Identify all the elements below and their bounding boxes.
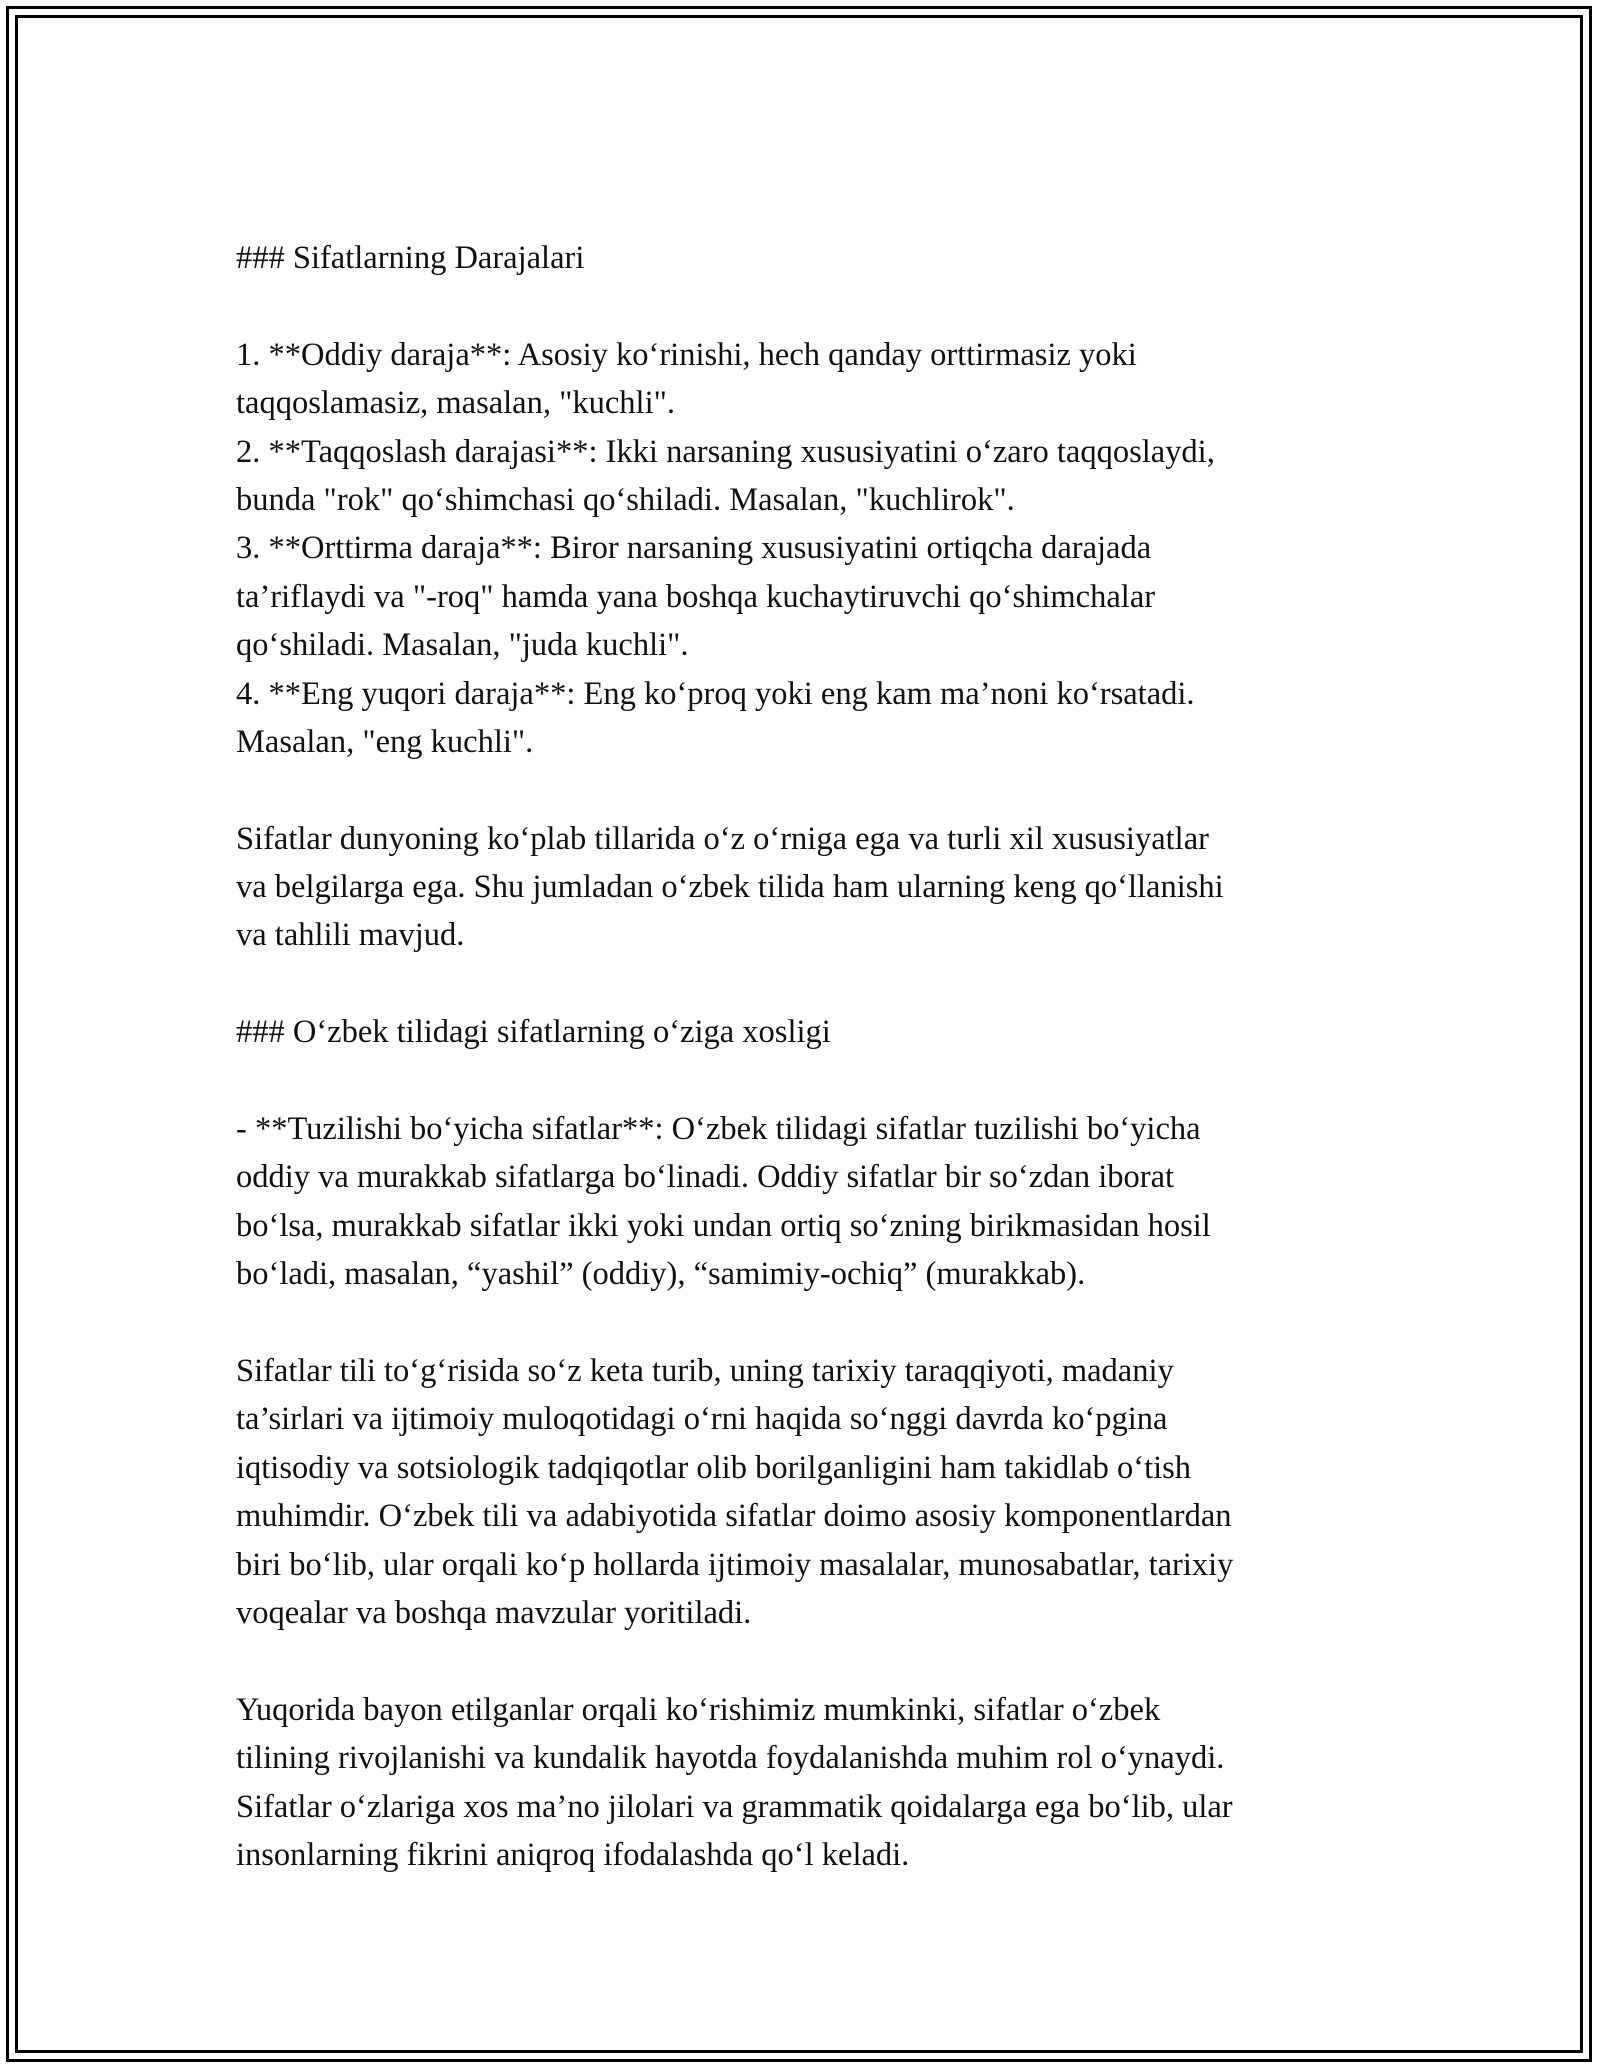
blank-line [236,766,1376,814]
degrees-list [236,331,1376,767]
paragraph-line: ta’sirlari va ijtimoiy muloqotidagi o‘rni haqida so‘nggi davrda ko‘pgina [236,1401,1168,1438]
paragraph [236,815,1376,960]
paragraph-line: tilining rivojlanishi va kundalik hayotda foydalanishda muhim rol o‘ynaydi. [236,1740,1225,1777]
paragraph-line: va belgilarga ega. Shu jumladan o‘zbek tilida ham ularning keng qo‘llanishi [236,869,1224,906]
list-line: qo‘shiladi. Masalan, "juda kuchli". [236,627,689,664]
paragraph [236,1686,1376,1880]
section-heading: ### Sifatlarning Darajalari [236,240,585,276]
blank-line [236,1057,1376,1105]
paragraph [236,1347,1376,1637]
list-line: Masalan, "eng kuchli". [236,723,534,760]
bullet-line: - **Tuzilishi bo‘yicha sifatlar**: O‘zbek tilidagi sifatlar tuzilishi bo‘yicha [236,1111,1201,1148]
paragraph-line: insonlarning fikrini aniqroq ifodalashda qo‘l keladi. [236,1836,910,1873]
paragraph-line: muhimdir. O‘zbek tili va adabiyotida sifatlar doimo asosiy komponentlardan [236,1498,1232,1535]
paragraph-line: Sifatlar tili to‘g‘risida so‘z keta turib, uning tarixiy taraqqiyoti, madaniy [236,1352,1174,1389]
paragraph-line: Sifatlar dunyoning ko‘plab tillarida o‘z o‘rniga ega va turli xil xususiyatlar [236,820,1209,857]
section-heading: ### O‘zbek tilidagi sifatlarning o‘ziga xosligi [236,1014,831,1051]
bullet-item [236,1105,1376,1299]
blank-line [236,1299,1376,1347]
blank-line [236,1637,1376,1685]
list-line: taqqoslamasiz, masalan, "kuchli". [236,385,675,422]
paragraph-line: iqtisodiy va sotsiologik tadqiqotlar olib borilganligini ham takidlab o‘tish [236,1449,1192,1486]
bullet-line: bo‘ladi, masalan, “yashil” (oddiy), “samimiy-ochiq” (murakkab). [236,1256,1086,1293]
bullet-line: bo‘lsa, murakkab sifatlar ikki yoki undan ortiq so‘zning birikmasidan hosil [236,1207,1211,1244]
list-line: 2. **Taqqoslash darajasi**: Ikki narsaning xususiyatini o‘zaro taqqoslaydi, [236,433,1215,470]
list-line: 3. **Orttirma daraja**: Biror narsaning xususiyatini ortiqcha darajada [236,530,1152,567]
document-body [236,234,1376,1879]
list-line: 1. **Oddiy daraja**: Asosiy ko‘rinishi, hech qanday orttirmasiz yoki [236,336,1137,373]
paragraph-line: biri bo‘lib, ular orqali ko‘p hollarda ijtimoiy masalalar, munosabatlar, tarixiy [236,1546,1234,1583]
blank-line [236,282,1376,330]
list-line: bunda "rok" qo‘shimchasi qo‘shiladi. Masalan, "kuchlirok". [236,481,1015,518]
list-line: 4. **Eng yuqori daraja**: Eng ko‘proq yoki eng kam ma’noni ko‘rsatadi. [236,675,1195,712]
paragraph-line: Sifatlar o‘zlariga xos ma’no jilolari va grammatik qoidalarga ega bo‘lib, ular [236,1788,1233,1825]
blank-line [236,960,1376,1008]
list-line: ta’riflaydi va "-roq" hamda yana boshqa kuchaytiruvchi qo‘shimchalar [236,578,1156,615]
bullet-line: oddiy va murakkab sifatlarga bo‘linadi. Oddiy sifatlar bir so‘zdan iborat [236,1159,1175,1196]
paragraph-line: va tahlili mavjud. [236,917,465,954]
paragraph-line: Yuqorida bayon etilganlar orqali ko‘rishimiz mumkinki, sifatlar o‘zbek [236,1691,1161,1728]
paragraph-line: voqealar va boshqa mavzular yoritiladi. [236,1594,752,1631]
